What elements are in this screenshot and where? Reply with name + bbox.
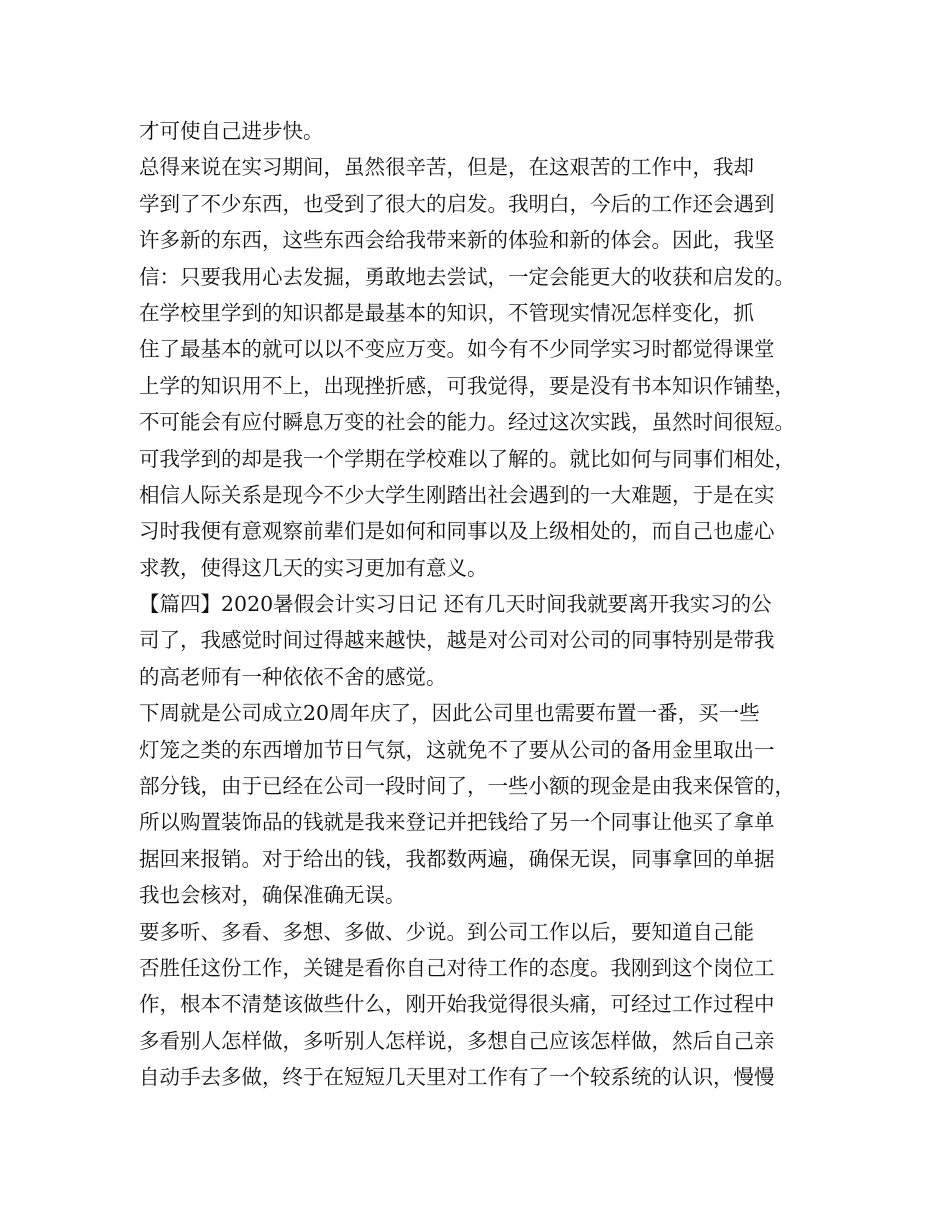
text-line: 许多新的东西，这些东西会给我带来新的体验和新的体会。因此，我坚 xyxy=(139,228,775,253)
text-line: 部分钱，由于已经在公司一段时间了，一些小额的现金是由我来保管的， xyxy=(139,774,795,799)
document-body xyxy=(139,113,829,1096)
text-line: 的高老师有一种依依不舍的感觉。 xyxy=(139,664,447,689)
text-line: 住了最基本的就可以以不变应万变。如今有不少同学实习时都觉得课堂 xyxy=(139,337,775,362)
text-line: 可我学到的却是我一个学期在学校难以了解的。就比如何与同事们相处， xyxy=(139,446,795,471)
text-line: 自动手去多做，终于在短短几天里对工作有了一个较系统的认识，慢慢 xyxy=(139,1065,775,1090)
text-line: 学到了不少东西，也受到了很大的启发。我明白，今后的工作还会遇到 xyxy=(139,191,775,216)
text-line: 习时我便有意观察前辈们是如何和同事以及上级相处的，而自己也虚心 xyxy=(139,519,775,544)
text-line: 【篇四】2020暑假会计实习日记 还有几天时间我就要离开我实习的公 xyxy=(139,592,772,617)
text-line: 上学的知识用不上，出现挫折感，可我觉得，要是没有书本知识作铺垫， xyxy=(139,373,795,398)
text-line: 作，根本不清楚该做些什么，刚开始我觉得很头痛，可经过工作过程中 xyxy=(139,992,775,1017)
text-line: 信：只要我用心去发掘，勇敢地去尝试，一定会能更大的收获和启发的。 xyxy=(139,264,795,289)
text-line: 否胜任这份工作，关键是看你自己对待工作的态度。我刚到这个岗位工 xyxy=(139,955,775,980)
text-line: 不可能会有应付瞬息万变的社会的能力。经过这次实践，虽然时间很短。 xyxy=(139,410,795,435)
text-line: 要多听、多看、多想、多做、少说。到公司工作以后，要知道自己能 xyxy=(139,919,754,944)
text-line: 我也会核对，确保准确无误。 xyxy=(139,883,406,908)
text-line: 司了，我感觉时间过得越来越快，越是对公司对公司的同事特别是带我 xyxy=(139,628,775,653)
text-line: 相信人际关系是现今不少大学生刚踏出社会遇到的一大难题，于是在实 xyxy=(139,482,775,507)
text-line: 所以购置装饰品的钱就是我来登记并把钱给了另一个同事让他买了拿单 xyxy=(139,810,775,835)
text-line: 多看别人怎样做，多听别人怎样说，多想自己应该怎样做，然后自己亲 xyxy=(139,1028,775,1053)
text-line: 才可使自己进步快。 xyxy=(139,119,324,143)
text-line: 灯笼之类的东西增加节日气氛，这就免不了要从公司的备用金里取出一 xyxy=(139,737,775,762)
text-line: 据回来报销。对于给出的钱，我都数两遍，确保无误，同事拿回的单据 xyxy=(139,846,775,871)
text-line: 总得来说在实习期间，虽然很辛苦，但是，在这艰苦的工作中，我却 xyxy=(139,155,754,180)
text-line: 下周就是公司成立20周年庆了，因此公司里也需要布置一番，买一些 xyxy=(139,701,760,726)
text-line: 求教，使得这几天的实习更加有意义。 xyxy=(139,555,488,580)
text-line: 在学校里学到的知识都是最基本的知识，不管现实情况怎样变化，抓 xyxy=(139,300,754,325)
